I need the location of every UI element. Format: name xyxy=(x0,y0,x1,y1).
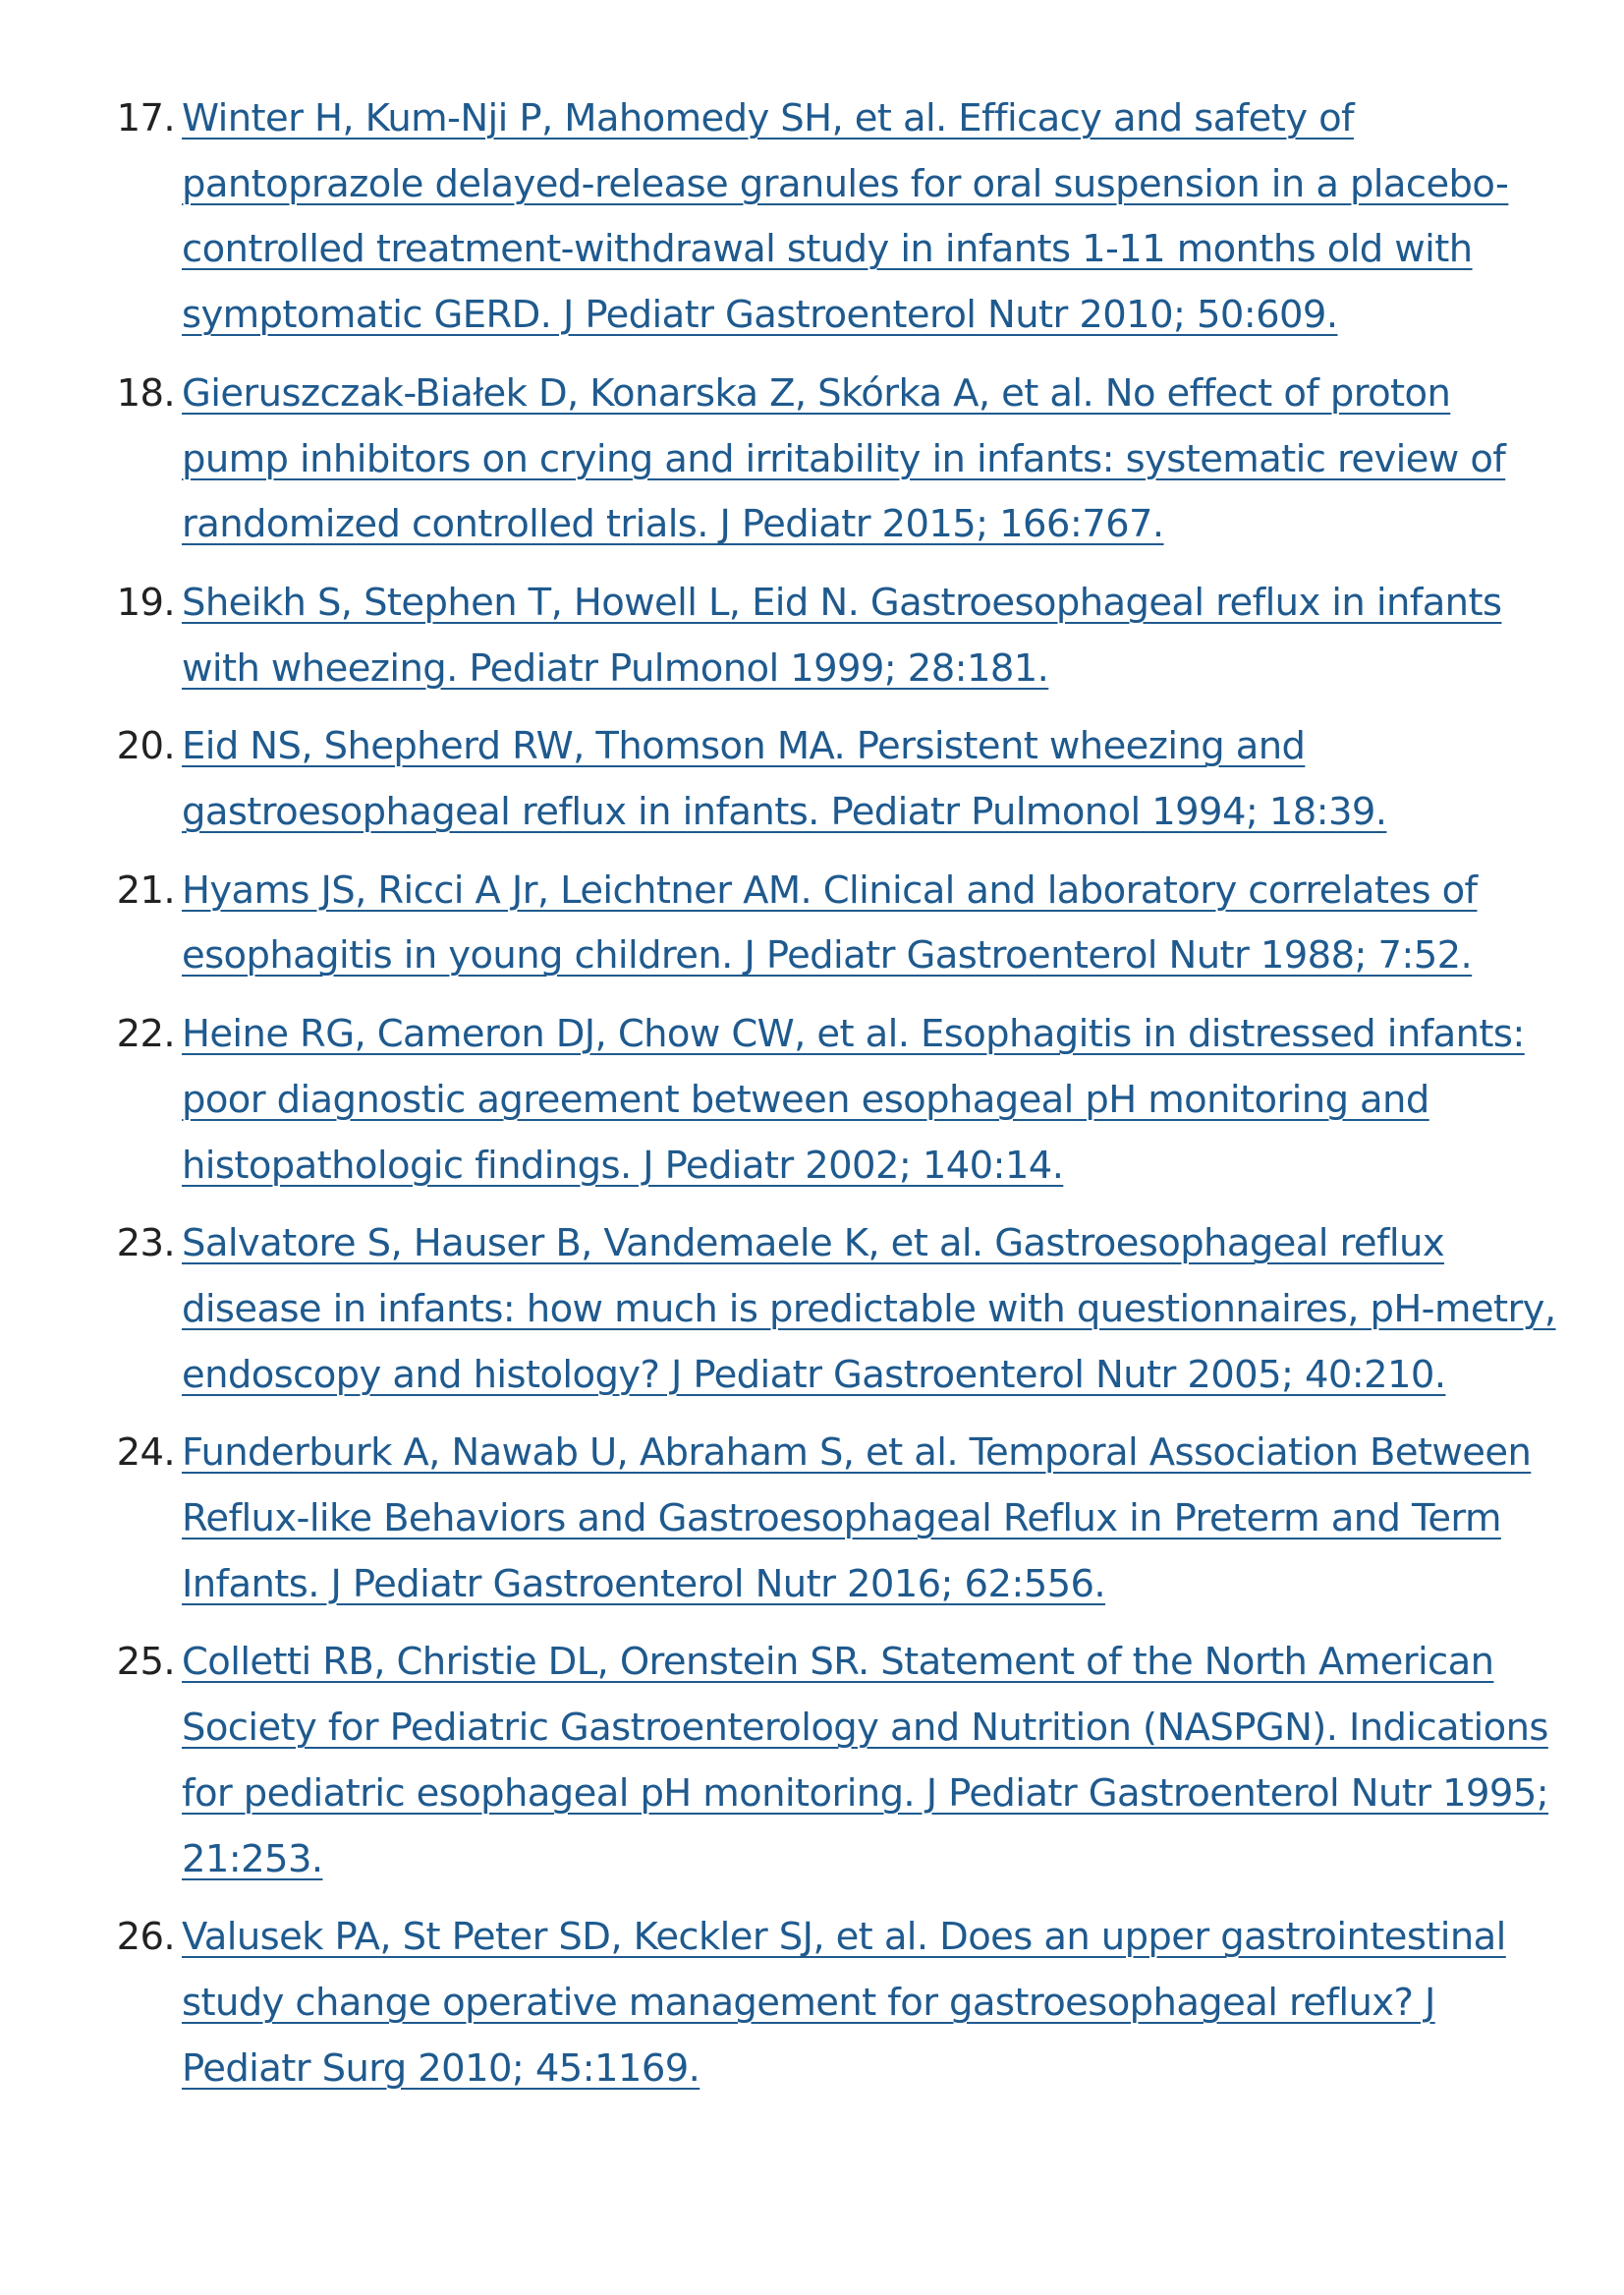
reference-number: 25. xyxy=(116,1640,175,1685)
reference-list xyxy=(0,86,1624,2114)
reference-link[interactable]: Heine RG, Cameron DJ, Chow CW, et al. Esophagitis in distressed infants: poor diagnostic agreement between esophageal pH monitoring and histopathologic findings. J Pediatr 2002; 140:14. xyxy=(182,1012,1525,1188)
reference-item xyxy=(0,1211,1624,1408)
reference-item xyxy=(0,859,1624,989)
reference-number: 24. xyxy=(116,1430,175,1476)
reference-link[interactable]: Valusek PA, St Peter SD, Keckler SJ, et al. Does an upper gastrointestinal study change operative management for gastroesophageal reflux? J Pediatr Surg 2010; 45:1169. xyxy=(182,1915,1506,2091)
reference-item xyxy=(0,362,1624,558)
reference-link[interactable]: Hyams JS, Ricci A Jr, Leichtner AM. Clinical and laboratory correlates of esophagitis in young children. J Pediatr Gastroenterol Nutr 1988; 7:52. xyxy=(182,868,1478,979)
reference-link[interactable]: Gieruszczak-Białek D, Konarska Z, Skórka A, et al. No effect of proton pump inhibitors on crying and irritability in infants: systematic review of randomized controlled trials. J Pediatr 2015; 166:767. xyxy=(182,370,1506,547)
reference-number: 21. xyxy=(116,868,175,913)
reference-link[interactable]: Winter H, Kum-Nji P, Mahomedy SH, et al. Efficacy and safety of pantoprazole delayed-release granules for oral suspension in a placebo-controlled treatment-withdrawal study in infants 1-11 months old with symptomatic GERD. J Pediatr Gastroenterol Nutr 2010; 50:609. xyxy=(182,96,1509,338)
reference-link[interactable]: Funderburk A, Nawab U, Abraham S, et al. Temporal Association Between Reflux-like Behaviors and Gastroesophageal Reflux in Preterm and Term Infants. J Pediatr Gastroenterol Nutr 2016; 62:556. xyxy=(182,1430,1532,1606)
reference-number: 23. xyxy=(116,1221,175,1266)
reference-link[interactable]: Sheikh S, Stephen T, Howell L, Eid N. Gastroesophageal reflux in infants with wheezing. Pediatr Pulmonol 1999; 28:181. xyxy=(182,580,1502,691)
reference-item xyxy=(0,86,1624,349)
reference-item xyxy=(0,1421,1624,1617)
reference-number: 20. xyxy=(116,724,175,769)
reference-number: 18. xyxy=(116,370,175,416)
reference-number: 17. xyxy=(116,96,175,140)
reference-item xyxy=(0,1905,1624,2101)
reference-item xyxy=(0,1630,1624,1892)
reference-number: 22. xyxy=(116,1012,175,1057)
reference-item xyxy=(0,571,1624,701)
reference-link[interactable]: Eid NS, Shepherd RW, Thomson MA. Persistent wheezing and gastroesophageal reflux in infants. Pediatr Pulmonol 1994; 18:39. xyxy=(182,724,1387,835)
reference-link[interactable]: Colletti RB, Christie DL, Orenstein SR. Statement of the North American Society for Pediatric Gastroenterology and Nutrition (NASPGN). Indications for pediatric esophageal pH monitoring. J Pediatr Gastroenterol Nutr 1995; 21:253. xyxy=(182,1640,1549,1881)
reference-number: 19. xyxy=(116,580,175,625)
reference-number: 26. xyxy=(116,1915,175,1960)
reference-link[interactable]: Salvatore S, Hauser B, Vandemaele K, et al. Gastroesophageal reflux disease in infants: how much is predictable with questionnaires, pH-metry, endoscopy and histology? J Pediatr Gastroenterol Nutr 2005; 40:210. xyxy=(182,1221,1556,1397)
reference-item xyxy=(0,714,1624,845)
reference-item xyxy=(0,1002,1624,1199)
